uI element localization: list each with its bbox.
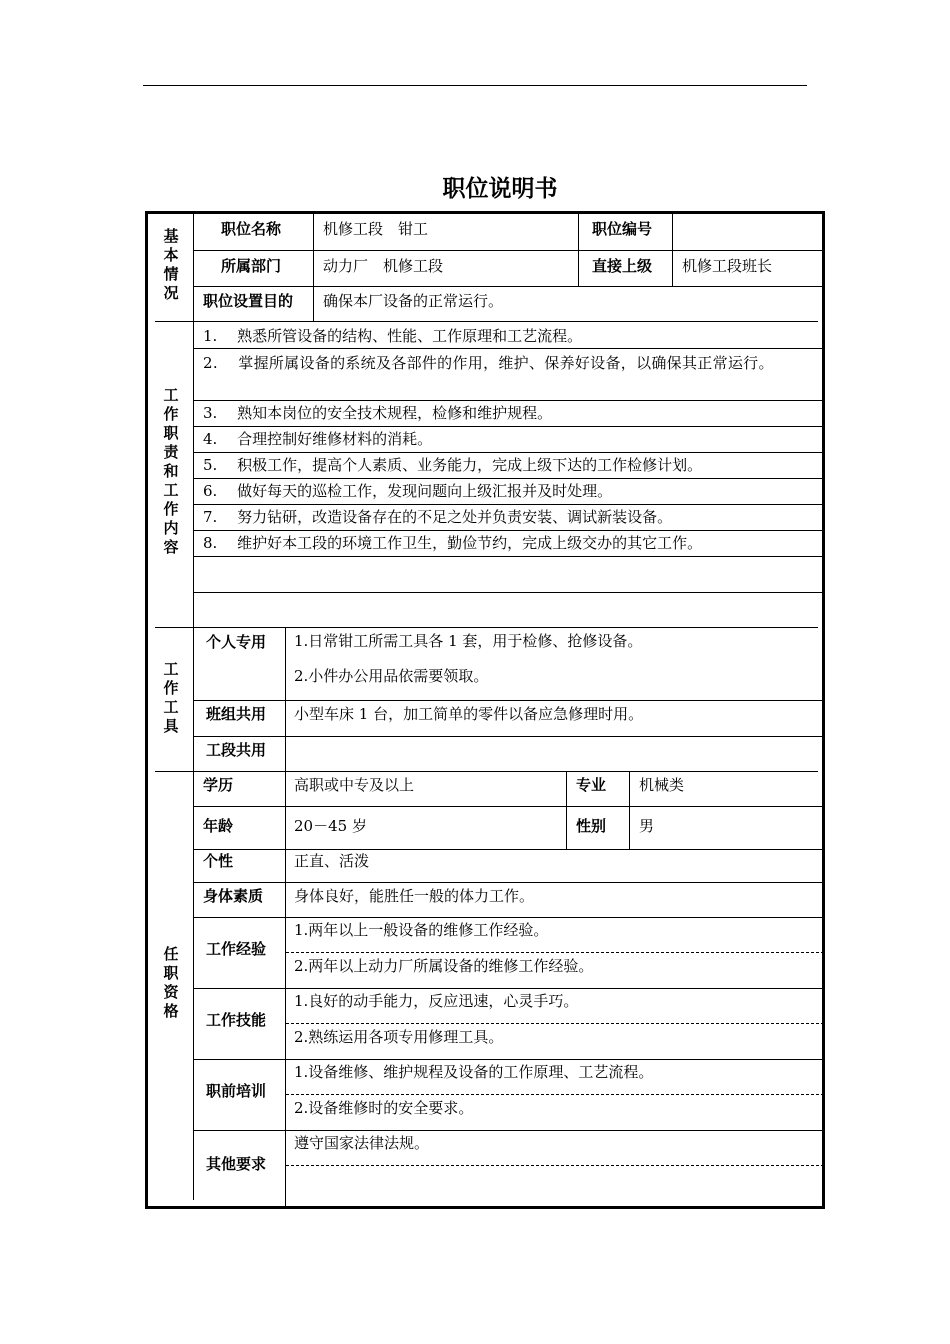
purpose-value: 确保本厂设备的正常运行。 <box>323 292 504 310</box>
duty-item: 8. 维护好本工段的环境工作卫生，勤俭节约，完成上级交办的其它工作。 <box>203 534 703 552</box>
row-line <box>193 1130 825 1131</box>
row-line <box>193 556 825 557</box>
personal-tools-item: 2.小件办公用品依需要领取。 <box>294 667 489 685</box>
duty-item: 6. 做好每天的巡检工作，发现问题向上级汇报并及时处理。 <box>203 482 613 500</box>
major-value: 机械类 <box>639 776 685 794</box>
gender-value: 男 <box>639 817 655 835</box>
row-line <box>193 849 825 850</box>
personal-tools-label: 个人专用 <box>206 633 267 651</box>
personality-value: 正直、活泼 <box>294 852 370 870</box>
section-column-divider <box>193 213 194 1200</box>
education-value: 高职或中专及以上 <box>294 776 415 794</box>
purpose-label: 职位设置目的 <box>203 292 294 310</box>
row-line <box>193 250 825 251</box>
training-label: 职前培训 <box>206 1082 267 1100</box>
position-name-label: 职位名称 <box>221 220 282 238</box>
skills-item: 1.良好的动手能力，反应迅速，心灵手巧。 <box>294 992 579 1010</box>
duty-item: 7. 努力钻研，改造设备存在的不足之处并负责安装、调试新装设备。 <box>203 508 673 526</box>
col-line <box>672 213 673 286</box>
row-line <box>193 592 825 593</box>
training-item: 1.设备维修、维护规程及设备的工作原理、工艺流程。 <box>294 1063 654 1081</box>
age-label: 年龄 <box>203 817 234 835</box>
gender-label: 性别 <box>576 817 607 835</box>
row-line <box>193 700 825 701</box>
personality-label: 个性 <box>203 852 234 870</box>
section-separator-duties <box>155 627 818 628</box>
col-line <box>629 771 630 849</box>
row-line <box>193 882 825 883</box>
document-title: 职位说明书 <box>442 176 558 202</box>
duty-item: 5. 积极工作，提高个人素质、业务能力，完成上级下达的工作检修计划。 <box>203 456 703 474</box>
major-label: 专业 <box>576 776 607 794</box>
department-value: 动力厂 机修工段 <box>323 257 444 275</box>
col-line <box>285 771 286 1209</box>
supervisor-value: 机修工段班长 <box>682 257 773 275</box>
dashed-separator <box>286 1094 824 1095</box>
section-basic-label: 基本情况 <box>163 227 179 302</box>
section-duties-label: 工作职责和工作内容 <box>163 386 179 556</box>
duty-item: 2. 掌握所属设备的系统及各部件的作用，维护、保养好设备，以确保其正常运行。 <box>203 354 774 372</box>
section-separator-basic <box>155 321 818 322</box>
department-label: 所属部门 <box>221 257 282 275</box>
row-line <box>193 348 825 349</box>
age-value: 20－45 岁 <box>294 817 367 835</box>
position-name-value: 机修工段 钳工 <box>323 220 429 238</box>
team-tools-value: 小型车床 1 台，加工简单的零件以备应急修理时用。 <box>294 705 644 723</box>
skills-item: 2.熟练运用各项专用修理工具。 <box>294 1028 504 1046</box>
experience-label: 工作经验 <box>206 940 267 958</box>
experience-item: 1.两年以上一般设备的维修工作经验。 <box>294 921 549 939</box>
skills-label: 工作技能 <box>206 1011 267 1029</box>
row-line <box>193 806 825 807</box>
experience-item: 2.两年以上动力厂所属设备的维修工作经验。 <box>294 957 594 975</box>
section-separator-tools <box>155 771 818 772</box>
row-line <box>193 736 825 737</box>
supervisor-label: 直接上级 <box>592 257 653 275</box>
team-tools-label: 班组共用 <box>206 705 267 723</box>
col-line <box>578 213 579 286</box>
section-tools-label: 工作工具 <box>163 660 179 735</box>
col-line <box>313 213 314 321</box>
duty-item: 4. 合理控制好维修材料的消耗。 <box>203 430 433 448</box>
other-label: 其他要求 <box>206 1155 267 1173</box>
physical-value: 身体良好，能胜任一般的体力工作。 <box>294 887 535 905</box>
other-item: 遵守国家法律法规。 <box>294 1134 430 1152</box>
personal-tools-item: 1.日常钳工所需工具各 1 套，用于检修、抢修设备。 <box>294 632 643 650</box>
header-rule <box>143 85 807 86</box>
duty-item: 3. 熟知本岗位的安全技术规程，检修和维护规程。 <box>203 404 553 422</box>
training-item: 2.设备维修时的安全要求。 <box>294 1099 474 1117</box>
section-qualifications-label: 任职资格 <box>163 945 179 1020</box>
col-line <box>566 771 567 849</box>
section-tools-shared-label: 工段共用 <box>206 741 267 759</box>
dashed-separator <box>286 952 824 953</box>
education-label: 学历 <box>203 776 234 794</box>
position-code-label: 职位编号 <box>592 220 653 238</box>
dashed-separator <box>286 1023 824 1024</box>
dashed-separator <box>286 1165 824 1166</box>
physical-label: 身体素质 <box>203 887 264 905</box>
duty-item: 1. 熟悉所管设备的结构、性能、工作原理和工艺流程。 <box>203 327 583 345</box>
row-line <box>193 286 825 287</box>
